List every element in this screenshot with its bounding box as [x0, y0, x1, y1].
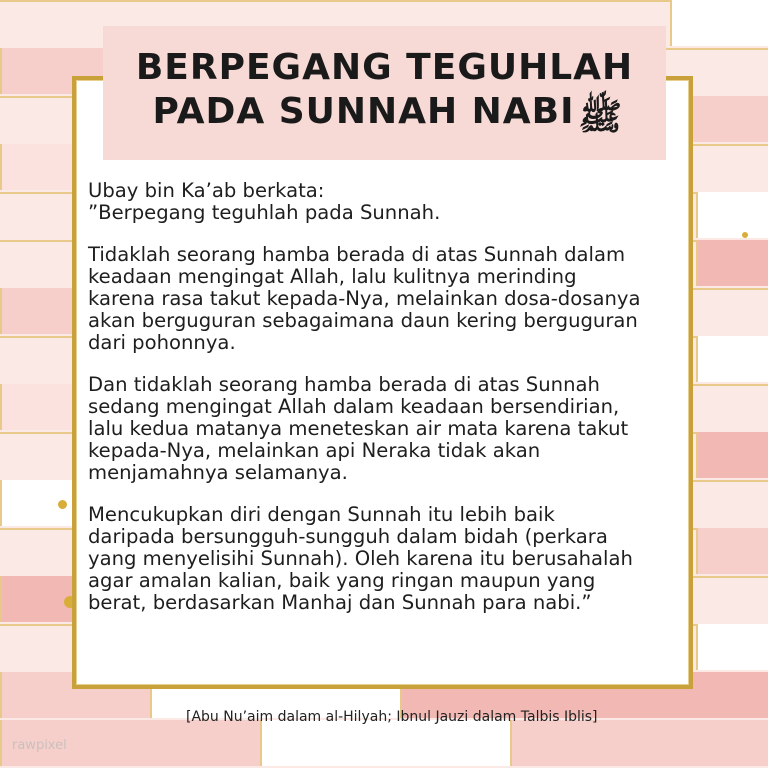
- text-line: Mencukupkan diri dengan Sunnah itu lebih baik: [88, 503, 555, 526]
- text-line: lalu kedua matanya meneteskan air mata karena takut: [88, 417, 629, 440]
- paragraph-1: [88, 244, 688, 354]
- brick: [696, 528, 768, 574]
- brick: [0, 384, 77, 430]
- brick: [696, 192, 768, 238]
- text-line: menjamahnya selamanya.: [88, 461, 348, 484]
- title-line-2: [103, 90, 666, 138]
- text-line: daripada bersungguh-sungguh dalam bidah (perkara: [88, 525, 608, 548]
- title-line-2-text: PADA SUNNAH NABI: [152, 91, 575, 132]
- brick: [0, 144, 77, 190]
- text-line: Tidaklah seorang hamba berada di atas Sunnah dalam: [88, 243, 626, 266]
- brick: [696, 240, 768, 286]
- text-line: keadaan mengingat Allah, lalu kulitnya merinding: [88, 265, 577, 288]
- text-line: berat, berdasarkan Manhaj dan Sunnah para nabi.”: [88, 591, 592, 614]
- honorific-seal: ﷺ: [578, 97, 622, 138]
- brick: [690, 96, 768, 142]
- text-line: karena rasa takut kepada-Nya, melainkan dosa-dosanya: [88, 287, 641, 310]
- gold-fleck: [742, 232, 748, 238]
- text-line: agar amalan kalian, baik yang ringan maupun yang: [88, 569, 596, 592]
- brick: [696, 336, 768, 382]
- watermark: rawpixel: [12, 738, 67, 753]
- quote-body: [88, 180, 688, 634]
- gold-fleck: [58, 500, 67, 509]
- text-line: sedang mengingat Allah dalam keadaan bersendirian,: [88, 395, 620, 418]
- text-line: yang menyelisihi Sunnah). Oleh karena itu berusahalah: [88, 547, 633, 570]
- title-line-1: BERPEGANG TEGUHLAH: [135, 47, 634, 88]
- text-line: Dan tidaklah seorang hamba berada di atas Sunnah: [88, 373, 600, 396]
- paragraph-2: [88, 374, 688, 484]
- paragraph-3: [88, 504, 688, 614]
- title-banner: [103, 26, 666, 160]
- brick: [670, 0, 768, 46]
- text-line: kepada-Nya, melainkan api Neraka tidak akan: [88, 439, 541, 462]
- brick: [696, 432, 768, 478]
- brick: [260, 720, 512, 766]
- text-line: Ubay bin Ka’ab berkata:: [88, 179, 325, 202]
- intro-paragraph: [88, 180, 688, 224]
- text-line: dari pohonnya.: [88, 331, 236, 354]
- source-citation: [Abu Nu’aim dalam al-Hilyah; Ibnul Jauzi dalam Talbis Iblis]: [186, 709, 598, 725]
- brick: [696, 624, 768, 670]
- brick: [0, 288, 77, 334]
- page-title: [103, 46, 666, 138]
- text-line: akan berguguran sebagaimana daun kering berguguran: [88, 309, 638, 332]
- text-line: ”Berpegang teguhlah pada Sunnah.: [88, 201, 441, 224]
- brick: [510, 720, 768, 766]
